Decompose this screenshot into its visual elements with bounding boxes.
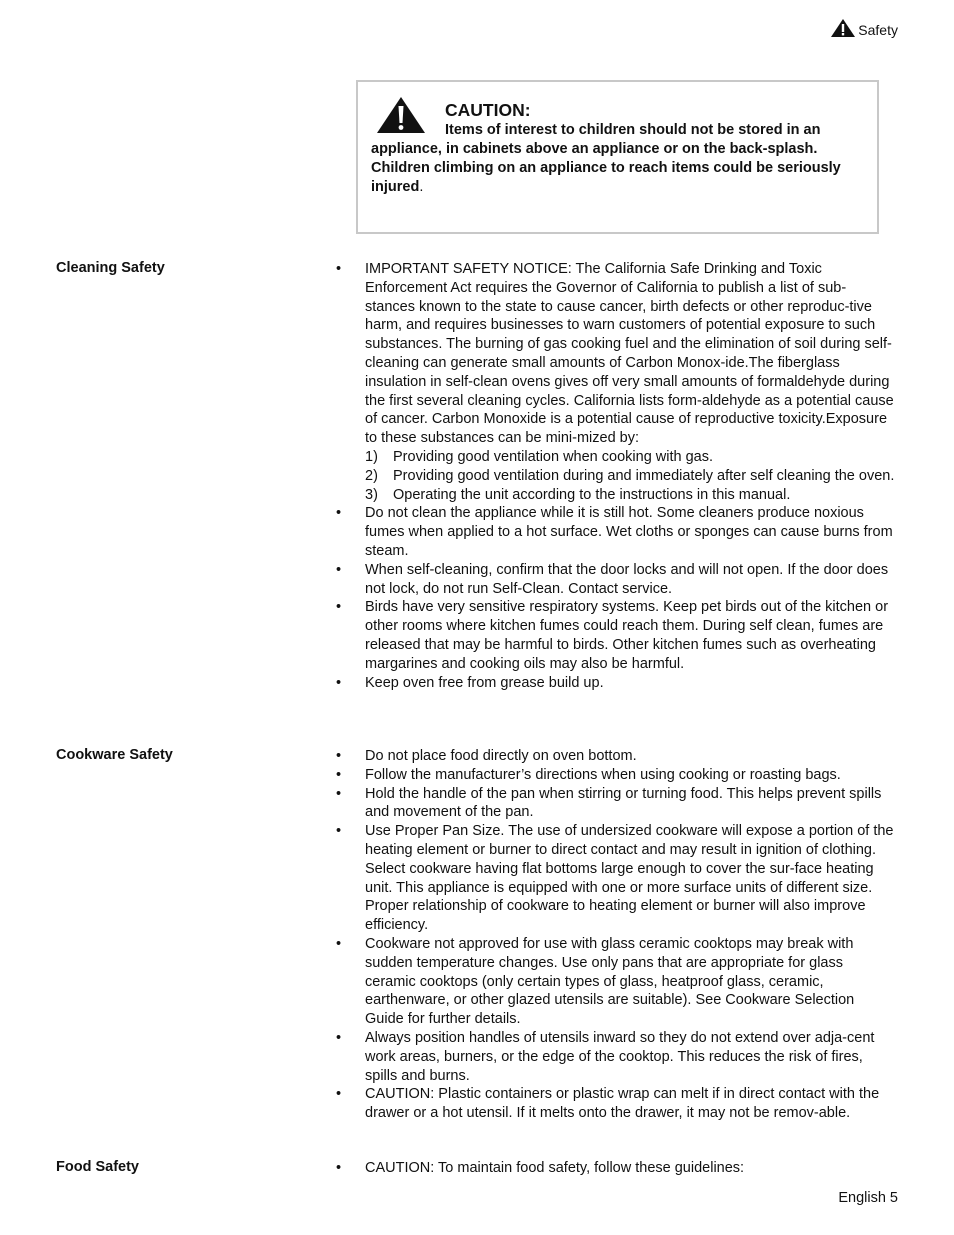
list-item bbox=[336, 785, 896, 823]
list-item-text: CAUTION: To maintain food safety, follow these guidelines: bbox=[365, 1160, 745, 1176]
bullet-list bbox=[336, 1159, 896, 1178]
bullet-glyph: • bbox=[336, 561, 342, 578]
caution-text-end: . bbox=[419, 179, 424, 195]
bullet-glyph: • bbox=[336, 505, 342, 522]
list-item-text: Do not clean the appliance while it is still hot. Some cleaners produce noxious fumes when applied to a hot surface. Wet cloths or sponges can cause burns from steam. bbox=[365, 505, 893, 559]
header-section-label: Safety bbox=[858, 22, 898, 38]
caution-text-bold: Items of interest to children should not be stored in an appliance, in cabinets above an appliance or on the back-splash. Children climbing on an appliance to reach items could be seriously injured bbox=[371, 122, 841, 195]
bullet-glyph: • bbox=[336, 599, 342, 616]
section-title: Cookware Safety bbox=[56, 747, 173, 763]
list-item bbox=[336, 504, 896, 560]
section-title: Cleaning Safety bbox=[56, 260, 165, 276]
bullet-glyph: • bbox=[336, 261, 342, 277]
list-item-text: Use Proper Pan Size. The use of undersized cookware will expose a portion of the heating element or burner to direct contact and may result in ignition of clothing. Select cookware having flat bottoms large enough to cover the sur-face heating unit. This appliance is equipped with one or more surface units of different size. Proper relationship of cookware to heating element or burner will also improve efficiency. bbox=[365, 823, 894, 934]
list-item bbox=[336, 766, 896, 785]
item-number: 1) bbox=[365, 448, 378, 465]
list-item-text: Follow the manufacturer’s directions when using cooking or roasting bags. bbox=[365, 766, 841, 783]
numbered-item-text: Providing good ventilation when cooking with gas. bbox=[393, 448, 714, 465]
list-item-text: Birds have very sensitive respiratory systems. Keep pet birds out of the kitchen or other rooms where kitchen fumes could reach them. During self clean, fumes are released that may be harmful to birds. Other kitchen fumes such as overheating margarines and cooking oils may also be harmful. bbox=[365, 599, 889, 672]
bullet-glyph: • bbox=[336, 785, 342, 802]
bullet-glyph: • bbox=[336, 674, 342, 691]
list-item-text: Always position handles of utensils inward so they do not extend over adja-cent work areas, burners, or the edge of the cooktop. This reduces the risk of fires, spills and burns. bbox=[365, 1029, 875, 1084]
page-header bbox=[830, 18, 898, 38]
bullet-list bbox=[336, 747, 896, 1123]
list-item bbox=[336, 935, 896, 1029]
list-item bbox=[336, 1085, 896, 1123]
list-item-text: IMPORTANT SAFETY NOTICE: The California Safe Drinking and Toxic Enforcement Act requires the Governor of California to publish a list of sub-stances known to the state to cause cancer, birth defects or other reproduc-tive harm, and requires businesses to warn customers of potential exposure to such substances. The burning of gas cooking fuel and the elimination of soil during self-cleaning can generate small amounts of Carbon Monox-ide.The fiberglass insulation in self-clean ovens gives off very small amounts of formaldehyde during the first several cleaning cycles. California lists form-aldehyde as a potential cause of cancer. Carbon Monoxide is a potential cause of reproductive toxicity.Exposure to these substances can be mini-mized by: bbox=[365, 261, 894, 447]
list-item bbox=[336, 260, 896, 504]
numbered-list bbox=[365, 448, 896, 504]
numbered-item bbox=[365, 467, 896, 486]
item-number: 2) bbox=[365, 467, 378, 484]
bullet-glyph: • bbox=[336, 935, 342, 952]
bullet-glyph: • bbox=[336, 1160, 342, 1176]
bullet-glyph: • bbox=[336, 823, 342, 840]
list-item-text: Do not place food directly on oven bottom. bbox=[365, 748, 637, 764]
page-footer: English 5 bbox=[838, 1190, 898, 1206]
list-item bbox=[336, 598, 896, 673]
item-number: 3) bbox=[365, 486, 378, 503]
bullet-list bbox=[336, 260, 896, 692]
list-item bbox=[336, 561, 896, 599]
caution-title: CAUTION: bbox=[445, 100, 531, 120]
bullet-glyph: • bbox=[336, 766, 342, 783]
list-item-text: Keep oven free from grease build up. bbox=[365, 674, 604, 691]
numbered-item bbox=[365, 448, 896, 467]
warning-icon bbox=[830, 18, 856, 38]
list-item bbox=[336, 674, 896, 693]
caution-text bbox=[371, 121, 876, 197]
list-item-text: Hold the handle of the pan when stirring or turning food. This helps prevent spills and movement of the pan. bbox=[365, 785, 882, 821]
list-item-text: CAUTION: Plastic containers or plastic wrap can melt if in direct contact with the drawer or a hot utensil. If it melts onto the drawer, it may not be remov-able. bbox=[365, 1086, 880, 1122]
bullet-glyph: • bbox=[336, 748, 342, 764]
bullet-glyph: • bbox=[336, 1029, 342, 1046]
list-item-text: When self-cleaning, confirm that the door locks and will not open. If the door does not lock, do not run Self-Clean. Contact service. bbox=[365, 561, 889, 597]
numbered-item-text: Providing good ventilation during and immediately after self cleaning the oven. bbox=[393, 467, 895, 484]
list-item-text: Cookware not approved for use with glass ceramic cooktops may break with sudden temperature changes. Use only pans that are appropriate for glass ceramic cooktops (only certain types of glass, heatproof glass, ceramic, earthenware, or other glazed utensils are suitable). See Cookware Selection Guide for further details. bbox=[365, 935, 855, 1028]
section-title: Food Safety bbox=[56, 1159, 139, 1175]
caution-box bbox=[356, 80, 879, 234]
bullet-glyph: • bbox=[336, 1086, 342, 1103]
numbered-item-text: Operating the unit according to the instructions in this manual. bbox=[393, 486, 791, 503]
numbered-item bbox=[365, 486, 896, 505]
list-item bbox=[336, 747, 896, 766]
list-item bbox=[336, 822, 896, 935]
list-item bbox=[336, 1029, 896, 1085]
list-item bbox=[336, 1159, 896, 1178]
